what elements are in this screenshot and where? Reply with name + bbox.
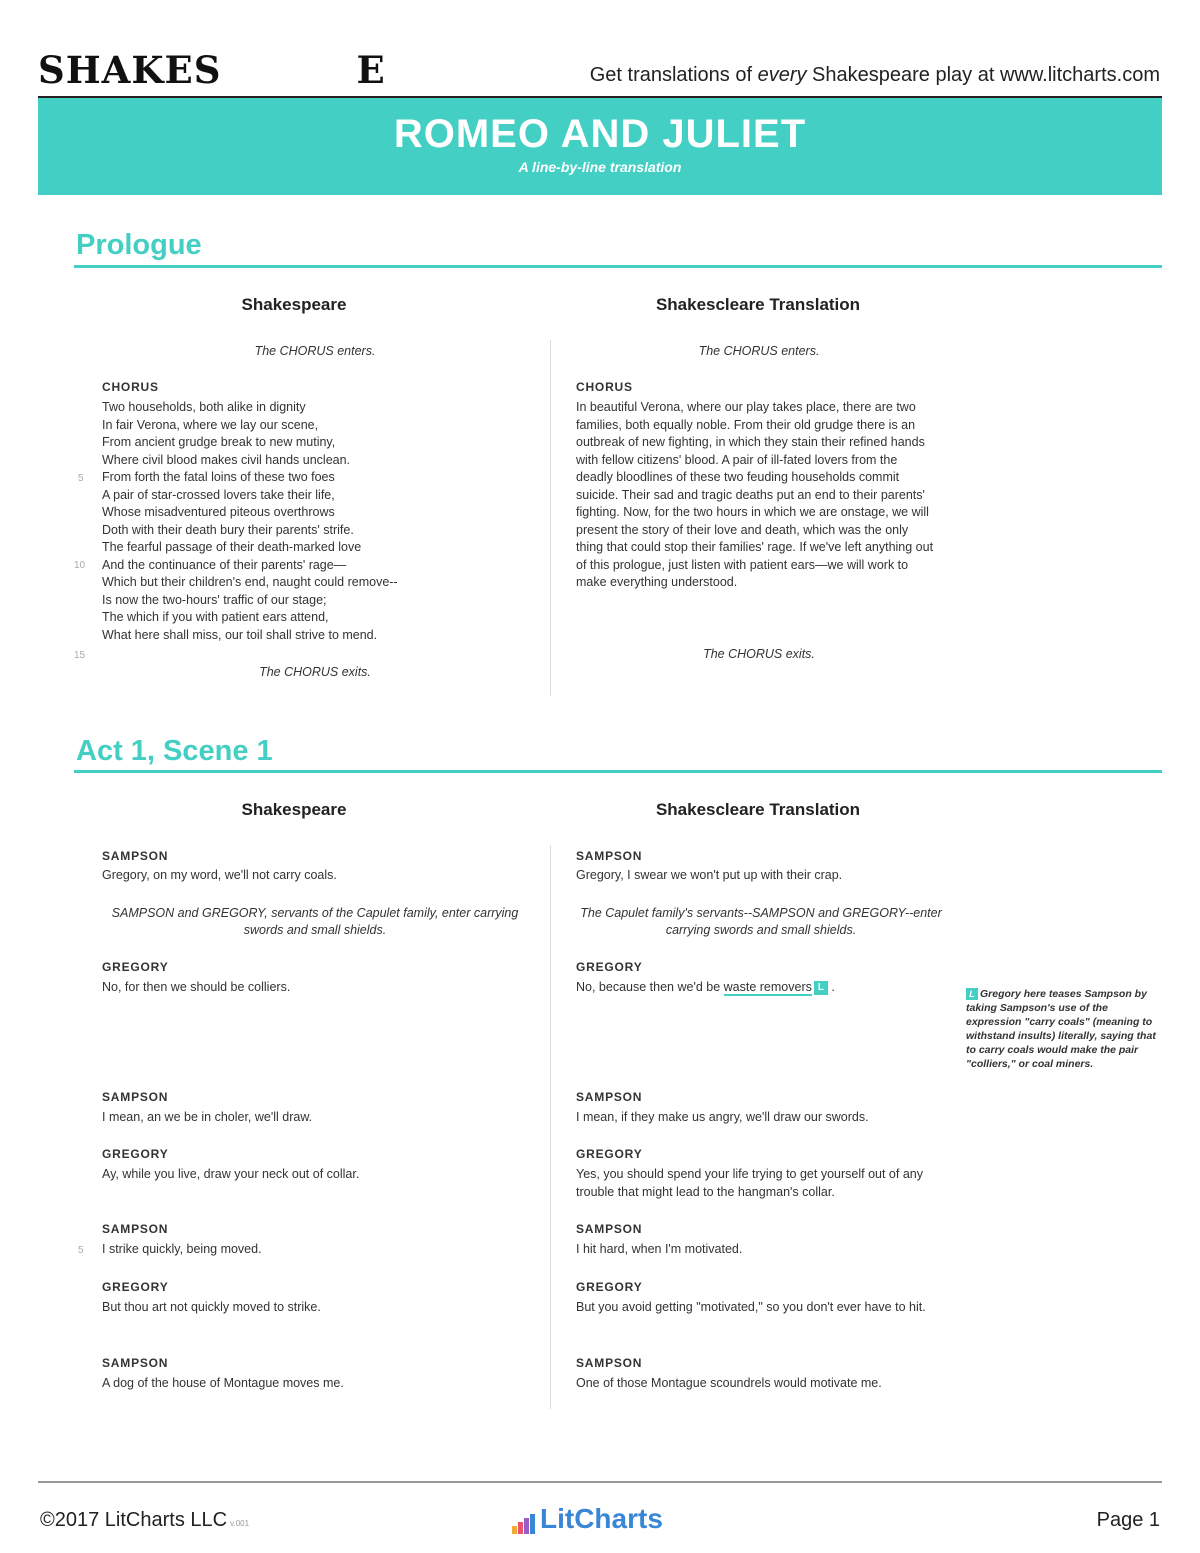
speaker-name-translation: SAMPSON: [576, 1356, 643, 1370]
logo-text-shakes: SHAKES: [38, 48, 222, 92]
speaker-name-translation: GREGORY: [576, 1280, 643, 1294]
copyright: [40, 1509, 249, 1532]
play-subtitle: A line-by-line translation: [518, 159, 682, 175]
section-rule-prologue: [74, 265, 1162, 268]
verse-line: I strike quickly, being moved.: [102, 1242, 262, 1256]
verse-line: But thou art not quickly moved to strike.: [102, 1300, 321, 1314]
page-number: Page 1: [1096, 1509, 1160, 1531]
stage-direction-enter: The CHORUS enters.: [254, 344, 376, 358]
logo-text-e: E: [356, 48, 386, 92]
column-header-original: Shakespeare: [241, 800, 347, 819]
litcharts-logo[interactable]: [512, 1500, 663, 1534]
tagline-pre: Get translations of: [589, 64, 758, 86]
speaker-name: CHORUS: [102, 380, 159, 394]
verse-line: Gregory, on my word, we'll not carry coals.: [102, 868, 337, 882]
verse-line: Ay, while you live, draw your neck out of collar.: [102, 1167, 360, 1181]
translation-line: But you avoid getting "motivated," so you don't ever have to hit.: [576, 1300, 926, 1314]
stage-direction-exit-translation: The CHORUS exits.: [703, 647, 815, 661]
logo-text-clear: CLEAR: [223, 52, 355, 92]
title-banner: [38, 98, 1162, 195]
verse-line: A pair of star-crossed lovers take their life,: [102, 487, 335, 502]
translation-line: I hit hard, when I'm motivated.: [576, 1242, 743, 1256]
verse-line: And the continuance of their parents' rage—: [102, 557, 347, 572]
speaker-name-translation: SAMPSON: [576, 1222, 643, 1236]
tagline-link-text[interactable]: Shakespeare play at www.litcharts.com: [806, 64, 1160, 86]
speaker-name-translation: CHORUS: [576, 380, 633, 394]
stage-direction-exit: The CHORUS exits.: [259, 665, 371, 679]
speaker-name-translation: GREGORY: [576, 1147, 643, 1161]
translation-text: No, because then we'd be: [576, 980, 724, 994]
stage-direction-enter-translation: The Capulet family's servants--SAMPSON and GREGORY--enter carrying swords and small shields.: [580, 906, 942, 937]
section-rule-act1: [74, 770, 1162, 773]
footer-rule: [38, 1481, 1162, 1483]
verse-line: No, for then we should be colliers.: [102, 980, 291, 994]
tagline-emphasis: every: [757, 64, 807, 86]
verse-line: I mean, an we be in choler, we'll draw.: [102, 1110, 313, 1124]
line-number: 10: [74, 560, 86, 571]
speaker-name-translation: SAMPSON: [576, 849, 643, 863]
translation-line: Gregory, I swear we won't put up with their crap.: [576, 868, 843, 882]
column-header-translation: Shakescleare Translation: [655, 295, 861, 314]
verse-line: Whose misadventured piteous overthrows: [102, 505, 335, 519]
speaker-name: SAMPSON: [102, 1090, 169, 1104]
line-number: 5: [78, 473, 84, 484]
sidenote: [966, 987, 1160, 1071]
speaker-name-translation: SAMPSON: [576, 1090, 643, 1104]
column-header-original: Shakespeare: [241, 295, 347, 314]
verse-line: The fearful passage of their death-marked love: [102, 540, 362, 554]
speaker-name: GREGORY: [102, 960, 169, 974]
line-number: 5: [78, 1245, 84, 1256]
play-title: ROMEO AND JULIET: [393, 112, 807, 156]
column-header-translation: Shakescleare Translation: [655, 800, 861, 819]
translation-line: One of those Montague scoundrels would motivate me.: [576, 1376, 882, 1390]
verse-line: Which but their children's end, naught could remove--: [102, 575, 398, 589]
translation-line: Yes, you should spend your life trying to get yourself out of any trouble that might lead to the hangman's collar.: [576, 1167, 923, 1199]
brand-name: LitCharts: [540, 1503, 663, 1534]
bar-chart-icon: [512, 1512, 536, 1534]
verse-line: Doth with their death bury their parents' strife.: [102, 522, 354, 537]
shakescleare-logo: [38, 48, 386, 92]
header-tagline: [590, 64, 1160, 87]
section-title-prologue: Prologue: [76, 229, 202, 261]
verse-line: A dog of the house of Montague moves me.: [102, 1376, 344, 1390]
line-number: 15: [74, 650, 86, 661]
stage-direction-enter-translation: The CHORUS enters.: [698, 344, 820, 358]
speaker-name: GREGORY: [102, 1147, 169, 1161]
verse-line: From ancient grudge break to new mutiny,: [102, 435, 336, 449]
prologue-translation: In beautiful Verona, where our play takes place, there are two families, both equally noble. From their old grudge there is an outbreak of new fighting, in which they stain their refined hands with fellow citizens' blood. A pair of ill-fated lovers from the deadly bloodlines of these two feuding households commit suicide. Their sad and tragic deaths put an end to their parents' fighting. Now, for the two hours in which we are onstage, we will present the story of their love and death, which was the only thing that could stop their families' rage. If we've left anything out of this prologue, just listen with patient ears—we will work to make everything understood.: [576, 400, 934, 589]
translation-line: I mean, if they make us angry, we'll draw our swords.: [576, 1110, 869, 1124]
section-title-act1-scene1: Act 1, Scene 1: [76, 735, 273, 767]
logo-highlight: [221, 48, 356, 92]
speaker-name: GREGORY: [102, 1280, 169, 1294]
note-marker-icon[interactable]: L: [814, 981, 828, 995]
verse-line: From forth the fatal loins of these two foes: [102, 470, 335, 484]
verse-line: In fair Verona, where we lay our scene,: [102, 417, 319, 432]
verse-line: Two households, both alike in dignity: [102, 400, 306, 414]
annotated-phrase[interactable]: waste removers: [723, 980, 812, 994]
column-divider: [550, 340, 551, 696]
copyright-text: ©2017 LitCharts LLC: [40, 1509, 228, 1531]
column-divider: [550, 845, 551, 1409]
translation-text: .: [827, 980, 835, 994]
stage-direction-enter: SAMPSON and GREGORY, servants of the Capulet family, enter carrying swords and small shields.: [111, 906, 519, 937]
verse-line: The which if you with patient ears attend,: [102, 610, 329, 624]
version-label: v.001: [230, 1519, 250, 1528]
speaker-name: SAMPSON: [102, 1222, 169, 1236]
verse-line: What here shall miss, our toil shall strive to mend.: [102, 627, 378, 642]
verse-line: Is now the two-hours' traffic of our stage;: [102, 592, 327, 607]
speaker-name: SAMPSON: [102, 1356, 169, 1370]
speaker-name-translation: GREGORY: [576, 960, 643, 974]
translation-line: [576, 979, 835, 997]
verse-line: Where civil blood makes civil hands unclean.: [102, 452, 351, 467]
note-marker-icon: L: [966, 988, 978, 1000]
sidenote-text: Gregory here teases Sampson by taking Sampson's use of the expression "carry coals" (meaning to withstand insults) literally, saying that to carry coals would make the pair "colliers," or coal miners.: [966, 988, 1156, 1070]
speaker-name: SAMPSON: [102, 849, 169, 863]
